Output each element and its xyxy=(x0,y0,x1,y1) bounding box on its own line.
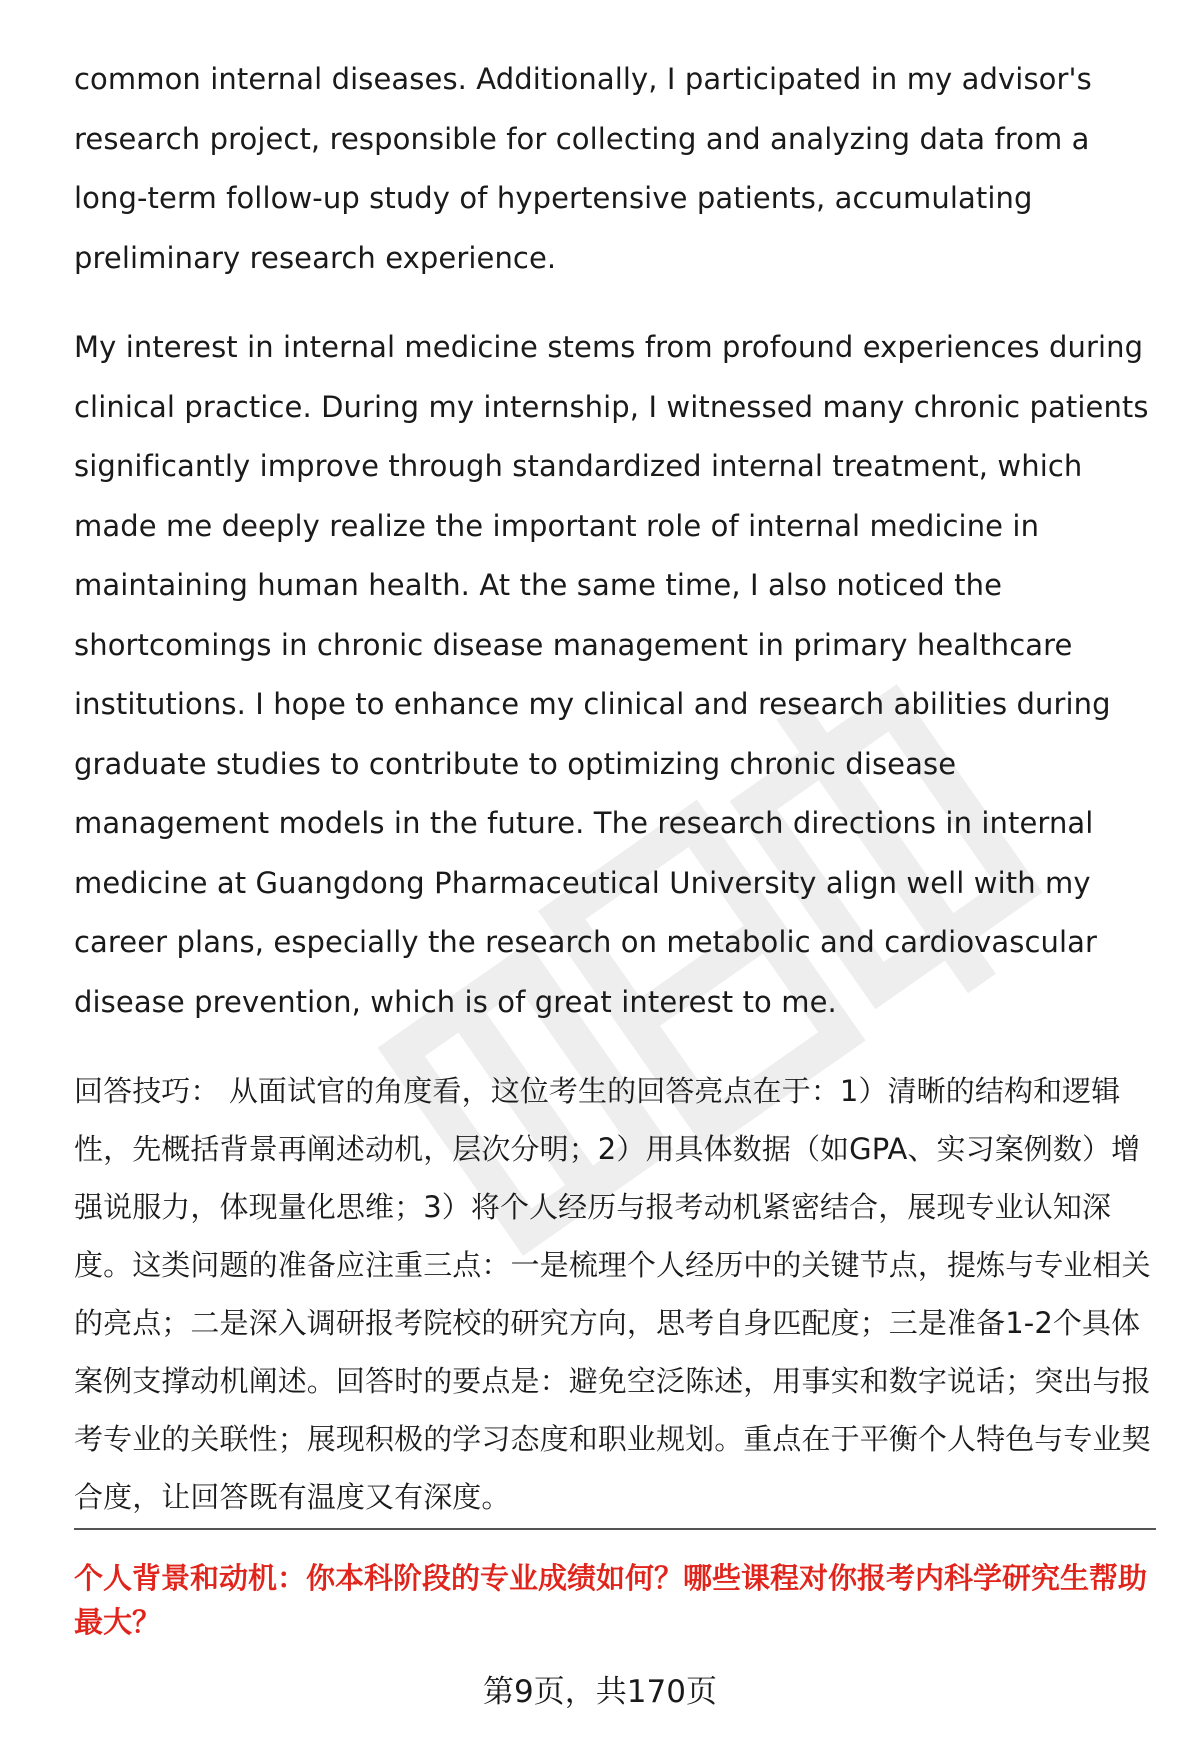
document-body xyxy=(74,50,1154,1526)
section-divider xyxy=(74,1528,1156,1530)
question-heading: 个人背景和动机：你本科阶段的专业成绩如何？哪些课程对你报考内科学研究生帮助最大？ xyxy=(74,1561,1148,1639)
paragraph-research-experience: common internal diseases. Additionally, I participated in my advisor's research project, responsible for collecting and analyzing data from a long-term follow-up study of hypertensive patients, accumulating preliminary research experience. xyxy=(74,62,1092,275)
page-number: 第9页，共170页 xyxy=(483,1674,717,1710)
paragraph-answer-tips: 回答技巧： 从面试官的角度看，这位考生的回答亮点在于：1）清晰的结构和逻辑性，先概括背景再阐述动机，层次分明；2）用具体数据（如GPA、实习案例数）增强说服力，体现量化思维；3）将个人经历与报考动机紧密结合，展现专业认知深度。这类问题的准备应注重三点：一是梳理个人经历中的关键节点，提炼与专业相关的亮点；二是深入调研报考院校的研究方向，思考自身匹配度；三是准备1-2个具体案例支撑动机阐述。回答时的要点是：避免空泛陈述，用事实和数字说话；突出与报考专业的关联性；展现积极的学习态度和职业规划。重点在于平衡个人特色与专业契合度，让回答既有温度又有深度。 xyxy=(74,1074,1151,1514)
paragraph-motivation: My interest in internal medicine stems from profound experiences during clinical practice. During my internship, I witnessed many chronic patients significantly improve through standardized internal treatment, which made me deeply realize the important role of internal medicine in maintaining human health. At the same time, I also noticed the shortcomings in chronic disease management in primary healthcare institutions. I hope to enhance my clinical and research abilities during graduate studies to contribute to optimizing chronic disease management models in the future. The research directions in internal medicine at Guangdong Pharmaceutical University align well with my career plans, especially the research on metabolic and cardiovascular disease prevention, which is of great interest to me. xyxy=(74,330,1149,1019)
